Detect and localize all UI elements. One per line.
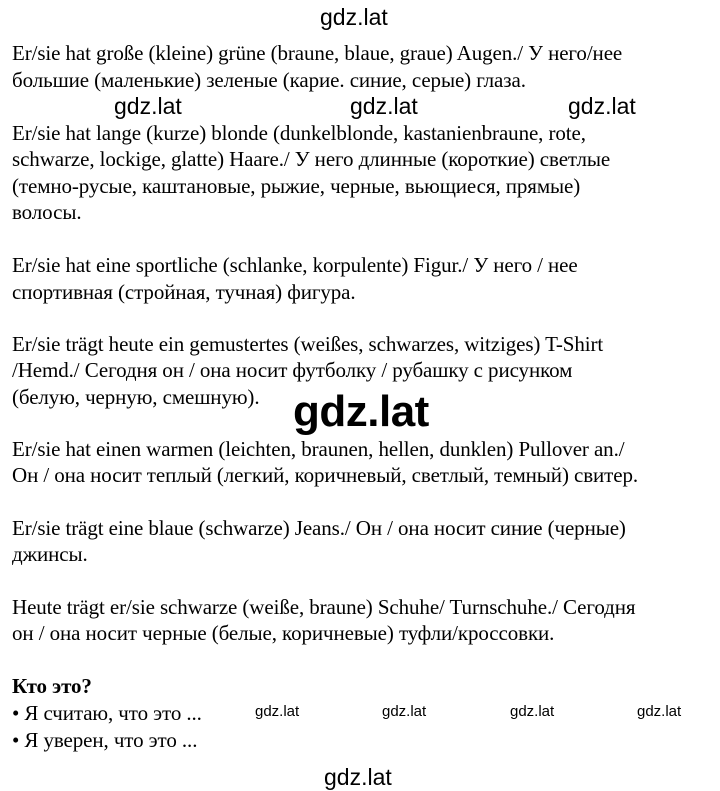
paragraph-pullover-line-1: Er/sie hat einen warmen (leichten, braunen, hellen, dunklen) Pullover an./ bbox=[12, 437, 625, 461]
paragraph-shoes-line-2: он / она носит черные (белые, коричневые) туфли/кроссовки. bbox=[12, 621, 555, 645]
paragraph-hair-line-1: Er/sie hat lange (kurze) blonde (dunkelblonde, kastanienbraune, rote, bbox=[12, 121, 586, 145]
paragraph-eyes-line-2: большие (маленькие) зеленые (карие. синие, серые) глаза. bbox=[12, 68, 526, 92]
watermark-small-3: gdz.lat bbox=[510, 703, 555, 720]
watermark-small-1: gdz.lat bbox=[255, 703, 300, 720]
watermark-row2-left: gdz.lat bbox=[114, 93, 182, 119]
question-bullet-1: • Я считаю, что это ... bbox=[12, 701, 202, 725]
paragraph-eyes-line-1: Er/sie hat große (kleine) grüne (braune, blaue, graue) Augen./ У него/нее bbox=[12, 41, 623, 65]
question-heading: Кто это? bbox=[12, 674, 92, 698]
paragraph-tshirt-line-1: Er/sie trägt heute ein gemustertes (weißes, schwarzes, witziges) T-Shirt bbox=[12, 332, 604, 356]
paragraph-jeans-line-2: джинсы. bbox=[12, 542, 88, 566]
question-bullet-2: • Я уверен, что это ... bbox=[12, 728, 198, 752]
paragraph-figure-line-2: спортивная (стройная, тучная) фигура. bbox=[12, 280, 356, 304]
paragraph-shoes-line-1: Heute trägt er/sie schwarze (weiße, braune) Schuhe/ Turnschuhe./ Сегодня bbox=[12, 595, 636, 619]
paragraph-pullover-line-2: Он / она носит теплый (легкий, коричневый, светлый, темный) свитер. bbox=[12, 463, 639, 487]
watermark-top: gdz.lat bbox=[320, 4, 388, 30]
paragraph-jeans-line-1: Er/sie trägt eine blaue (schwarze) Jeans./ Он / она носит синие (черные) bbox=[12, 516, 626, 540]
paragraph-hair-line-4: волосы. bbox=[12, 200, 82, 224]
watermark-large-center: gdz.lat bbox=[293, 387, 429, 436]
watermark-bottom: gdz.lat bbox=[324, 764, 392, 790]
watermark-row2-center: gdz.lat bbox=[350, 93, 418, 119]
watermark-row2-right: gdz.lat bbox=[568, 93, 636, 119]
paragraph-figure-line-1: Er/sie hat eine sportliche (schlanke, korpulente) Figur./ У него / нее bbox=[12, 253, 578, 277]
paragraph-hair-line-2: schwarze, lockige, glatte) Haare./ У него длинные (короткие) светлые bbox=[12, 147, 611, 171]
paragraph-tshirt-line-3: (белую, черную, смешную). bbox=[12, 385, 260, 409]
watermark-small-2: gdz.lat bbox=[382, 703, 427, 720]
paragraph-hair-line-3: (темно-русые, каштановые, рыжие, черные, вьющиеся, прямые) bbox=[12, 174, 581, 198]
watermark-small-4: gdz.lat bbox=[637, 703, 682, 720]
paragraph-tshirt-line-2: /Hemd./ Сегодня он / она носит футболку / рубашку с рисунком bbox=[12, 358, 573, 382]
